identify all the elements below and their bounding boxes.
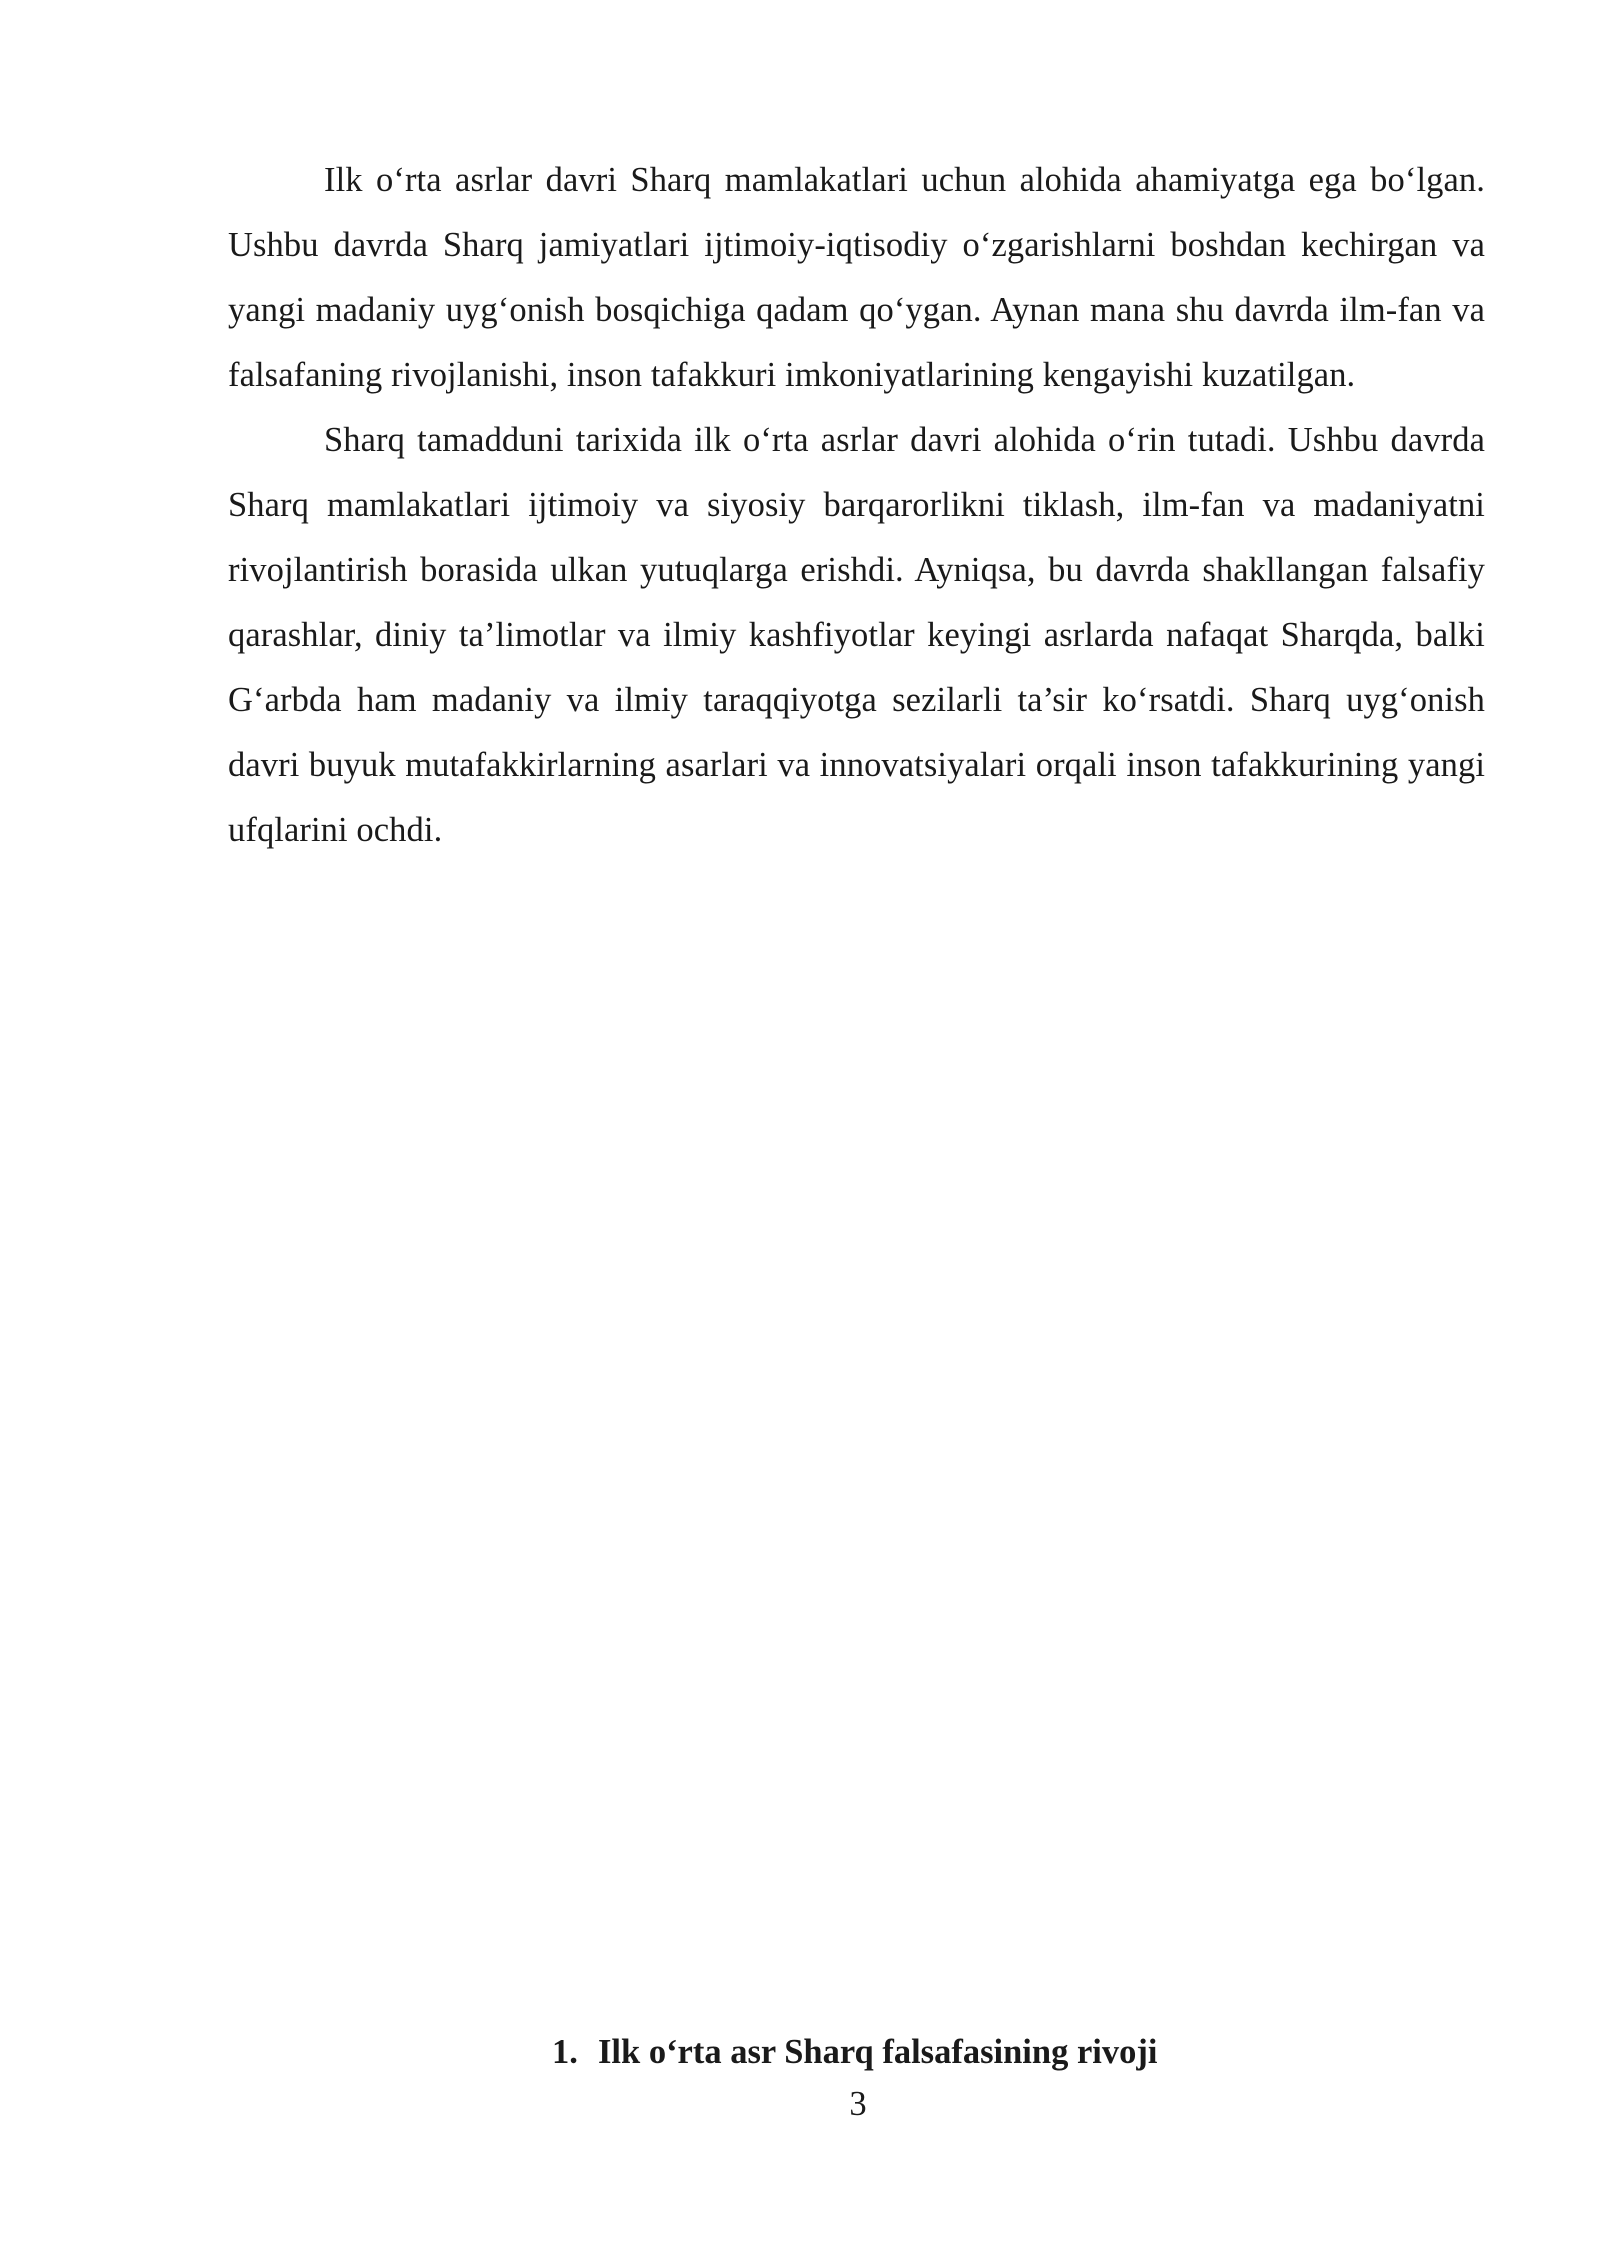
section-heading xyxy=(552,2030,1157,2074)
section-title: Ilk o‘rta asr Sharq falsafasining rivoji xyxy=(598,2033,1158,2071)
body-text xyxy=(228,148,1485,863)
page-number: 3 xyxy=(849,2085,867,2123)
paragraph-1: Ilk o‘rta asrlar davri Sharq mamlakatlari uchun alohida ahamiyatga ega bo‘lgan. Ushbu davrda Sharq jamiyatlari ijtimoiy-iqtisodiy o‘zgarishlarni boshdan kechirgan va yangi madaniy uyg‘onish bosqichiga qadam qo‘ygan. Aynan mana shu davrda ilm-fan va falsafaning rivojlanishi, inson tafakkuri imkoniyatlarining kengayishi kuzatilgan. xyxy=(228,161,1485,394)
section-number: 1. xyxy=(552,2033,578,2071)
paragraph-2: Sharq tamadduni tarixida ilk o‘rta asrlar davri alohida o‘rin tutadi. Ushbu davrda Sharq mamlakatlari ijtimoiy va siyosiy barqarorlikni tiklash, ilm-fan va madaniyatni rivojlantirish borasida ulkan yutuqlarga erishdi. Ayniqsa, bu davrda shakllangan falsafiy qarashlar, diniy ta’limotlar va ilmiy kashfiyotlar keyingi asrlarda nafaqat Sharqda, balki G‘arbda ham madaniy va ilmiy taraqqiyotga sezilarli ta’sir ko‘rsatdi. Sharq uyg‘onish davri buyuk mutafakkirlarning asarlari va innovatsiyalari orqali inson tafakkurining yangi ufqlarini ochdi. xyxy=(228,421,1485,849)
